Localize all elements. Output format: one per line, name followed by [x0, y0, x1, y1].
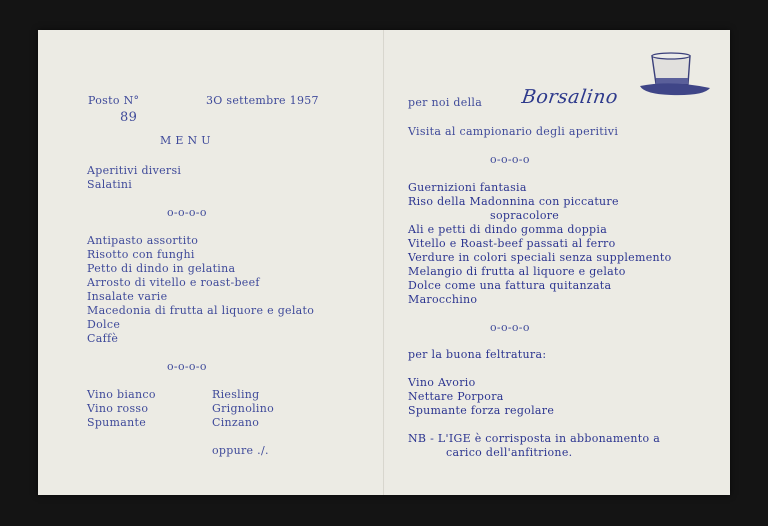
menu-item: Vitello e Roast-beef passati al ferro [408, 237, 616, 250]
wine-item: Vino Avorio [408, 376, 476, 389]
wine-type: Vino bianco [87, 388, 156, 401]
menu-item: Ali e petti di dindo gomma doppia [408, 223, 608, 236]
menu-card [38, 30, 730, 495]
course-item: Dolce [87, 318, 121, 331]
menu-item: Verdure in colori speciali senza supplemento [408, 251, 672, 264]
separator: o-o-o-o [167, 206, 207, 219]
menu-item: sopracolore [490, 209, 560, 222]
menu-title: M E N U [160, 134, 211, 147]
feltratura-line: per la buona feltratura: [408, 348, 547, 361]
seat-number: 89 [120, 110, 138, 125]
wine-item: Nettare Porpora [408, 390, 504, 403]
wine-type: Spumante [87, 416, 147, 429]
separator: o-o-o-o [490, 321, 530, 334]
wine-name: Riesling [212, 388, 260, 401]
visita-line: Visita al campionario degli aperitivi [408, 125, 619, 138]
posto-label: Posto N° [88, 94, 140, 107]
nb-note-line1: NB - L'IGE è corrisposta in abbonamento a [408, 432, 661, 445]
starter-item: Salatini [87, 178, 133, 191]
separator: o-o-o-o [167, 360, 207, 373]
course-item: Risotto con funghi [87, 248, 195, 261]
course-item: Antipasto assortito [87, 234, 199, 247]
starter-item: Aperitivi diversi [87, 164, 182, 177]
wine-name: Cinzano [212, 416, 260, 429]
menu-item: Dolce come una fattura quitanzata [408, 279, 612, 292]
menu-item: Melangio di frutta al liquore e gelato [408, 265, 626, 278]
course-item: Macedonia di frutta al liquore e gelato [87, 304, 315, 317]
course-item: Arrosto di vitello e roast-beef [87, 276, 260, 289]
wine-name: Grignolino [212, 402, 275, 415]
menu-item: Guernizioni fantasia [408, 181, 527, 194]
nb-note-line2: carico dell'anfitrione. [446, 446, 573, 459]
course-item: Petto di dindo in gelatina [87, 262, 236, 275]
separator: o-o-o-o [490, 153, 530, 166]
oppure-note: oppure ./. [212, 444, 269, 457]
center-fold [383, 30, 385, 495]
menu-item: Marocchino [408, 293, 478, 306]
per-noi-della: per noi della [408, 96, 483, 109]
course-item: Insalate varie [87, 290, 168, 303]
menu-item: Riso della Madonnina con piccature [408, 195, 619, 208]
top-hat-icon [638, 50, 714, 98]
date: 3O settembre 1957 [206, 94, 319, 107]
wine-item: Spumante forza regolare [408, 404, 555, 417]
wine-type: Vino rosso [87, 402, 149, 415]
course-item: Caffè [87, 332, 119, 345]
borsalino-logo: Borsalino [520, 86, 620, 108]
